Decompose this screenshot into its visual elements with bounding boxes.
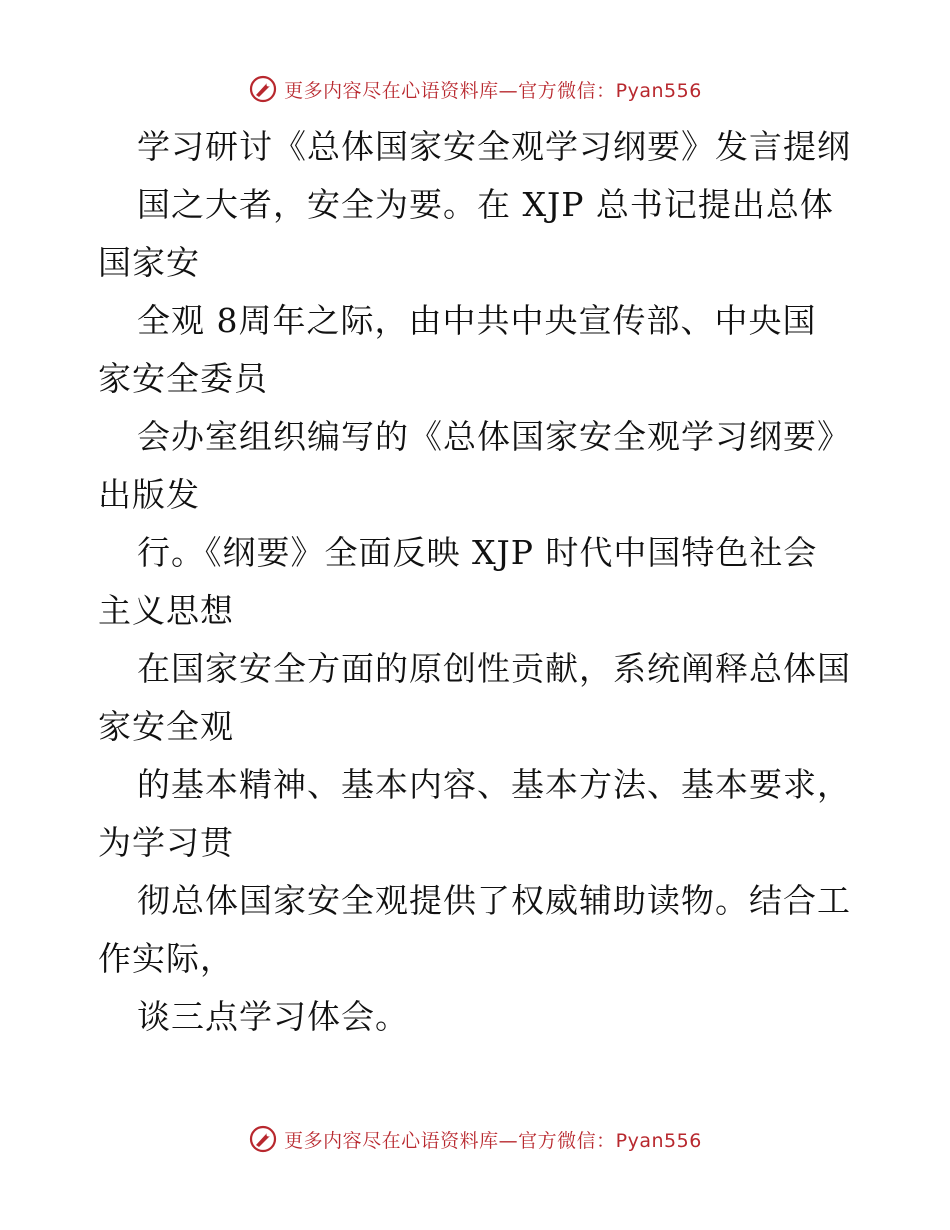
paragraph-line: 谈三点学习体会。 xyxy=(137,997,409,1036)
paragraph-line: 的基本精神、基本内容、基本方法、基本要求， xyxy=(137,765,851,804)
paragraph-line: 在国家安全方面的原创性贡献，系统阐释总体国 xyxy=(137,649,851,688)
document-title: 学习研讨《总体国家安全观学习纲要》发言提纲 xyxy=(137,127,851,166)
paragraph-line: 国家安 xyxy=(98,243,200,282)
paragraph-line: 会办室组织编写的《总体国家安全观学习纲要》 xyxy=(137,417,851,456)
paragraph-line: 全观 8周年之际，由中共中央宣传部、中央国 xyxy=(137,301,817,340)
header-watermark xyxy=(0,74,950,104)
paragraph-line: 家安全观 xyxy=(98,707,234,746)
paragraph-line: 家安全委员 xyxy=(98,359,268,398)
watermark-text: 更多内容尽在心语资料库—官方微信：Pyan556 xyxy=(284,1129,702,1152)
paragraph-line: 出版发 xyxy=(98,475,200,514)
footer-watermark xyxy=(0,1124,950,1154)
watermark-text: 更多内容尽在心语资料库—官方微信：Pyan556 xyxy=(284,79,702,102)
paragraph-line: 国之大者，安全为要。在 XJP 总书记提出总体 xyxy=(137,185,834,224)
pen-nib-logo-icon xyxy=(248,1124,278,1154)
paragraph-line: 作实际， xyxy=(98,939,234,978)
paragraph-line: 彻总体国家安全观提供了权威辅助读物。结合工 xyxy=(137,881,851,920)
paragraph-line: 行。《纲要》全面反映 XJP 时代中国特色社会 xyxy=(137,533,818,572)
paragraph-line: 主义思想 xyxy=(98,591,234,630)
document-body xyxy=(0,118,950,1046)
pen-nib-logo-icon xyxy=(248,74,278,104)
paragraph-line: 为学习贯 xyxy=(98,823,234,862)
